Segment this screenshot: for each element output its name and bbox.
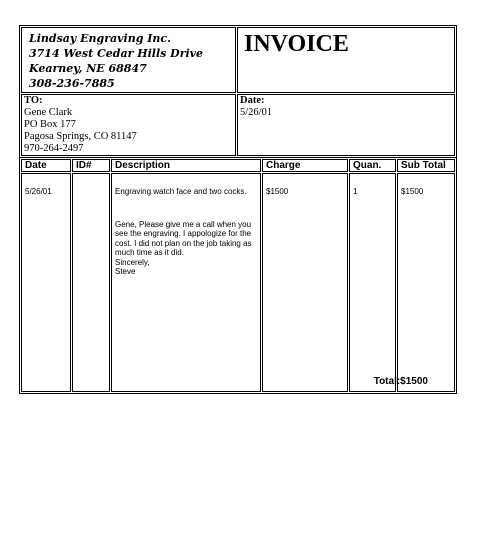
table-row [21, 173, 455, 392]
row-subtotal: $1500 [397, 173, 455, 392]
col-subtotal: Sub Total [397, 159, 455, 172]
company-name: Lindsay Engraving Inc. [29, 32, 171, 45]
to-name: Gene Clark [24, 107, 73, 118]
col-charge: Charge [262, 159, 348, 172]
row-charge: $1500 [262, 173, 348, 392]
to-phone: 970-264-2497 [24, 143, 84, 154]
date-label: Date: [240, 95, 265, 106]
note-text: Gene, Please give me a call when you see the engraving. I appologize for the cost. I did not plan on the job taking as much time as it did. [115, 219, 252, 257]
date-block [237, 94, 455, 156]
col-id: ID# [72, 159, 110, 172]
company-phone: 308-236-7885 [29, 77, 115, 90]
to-po: PO Box 177 [24, 119, 76, 130]
note-closing: Sincerely, [115, 257, 150, 267]
company-street: 3714 West Cedar Hills Drive [29, 47, 204, 60]
row-note [115, 220, 257, 277]
company-city: Kearney, NE 68847 [29, 62, 147, 75]
to-block [21, 94, 236, 156]
invoice-header-table [19, 25, 457, 158]
row-quantity: 1 [349, 173, 396, 392]
invoice [19, 25, 457, 394]
note-signature: Steve [115, 267, 136, 276]
row-description-cell [111, 173, 261, 392]
line-items-header [21, 159, 455, 172]
invoice-title: INVOICE [237, 27, 455, 93]
row-description: Engraving watch face and two cocks. [115, 187, 247, 196]
invoice-total: Total:$1500 [373, 376, 428, 387]
line-items-table [19, 157, 457, 394]
row-date: 5/26/01 [21, 173, 71, 392]
to-label: TO: [24, 95, 43, 106]
col-date: Date [21, 159, 71, 172]
col-quantity: Quan. [349, 159, 396, 172]
company-block [21, 27, 236, 93]
to-city: Pagosa Springs, CO 81147 [24, 131, 137, 142]
col-description: Description [111, 159, 261, 172]
row-id [72, 173, 110, 392]
date-value: 5/26/01 [240, 107, 273, 118]
